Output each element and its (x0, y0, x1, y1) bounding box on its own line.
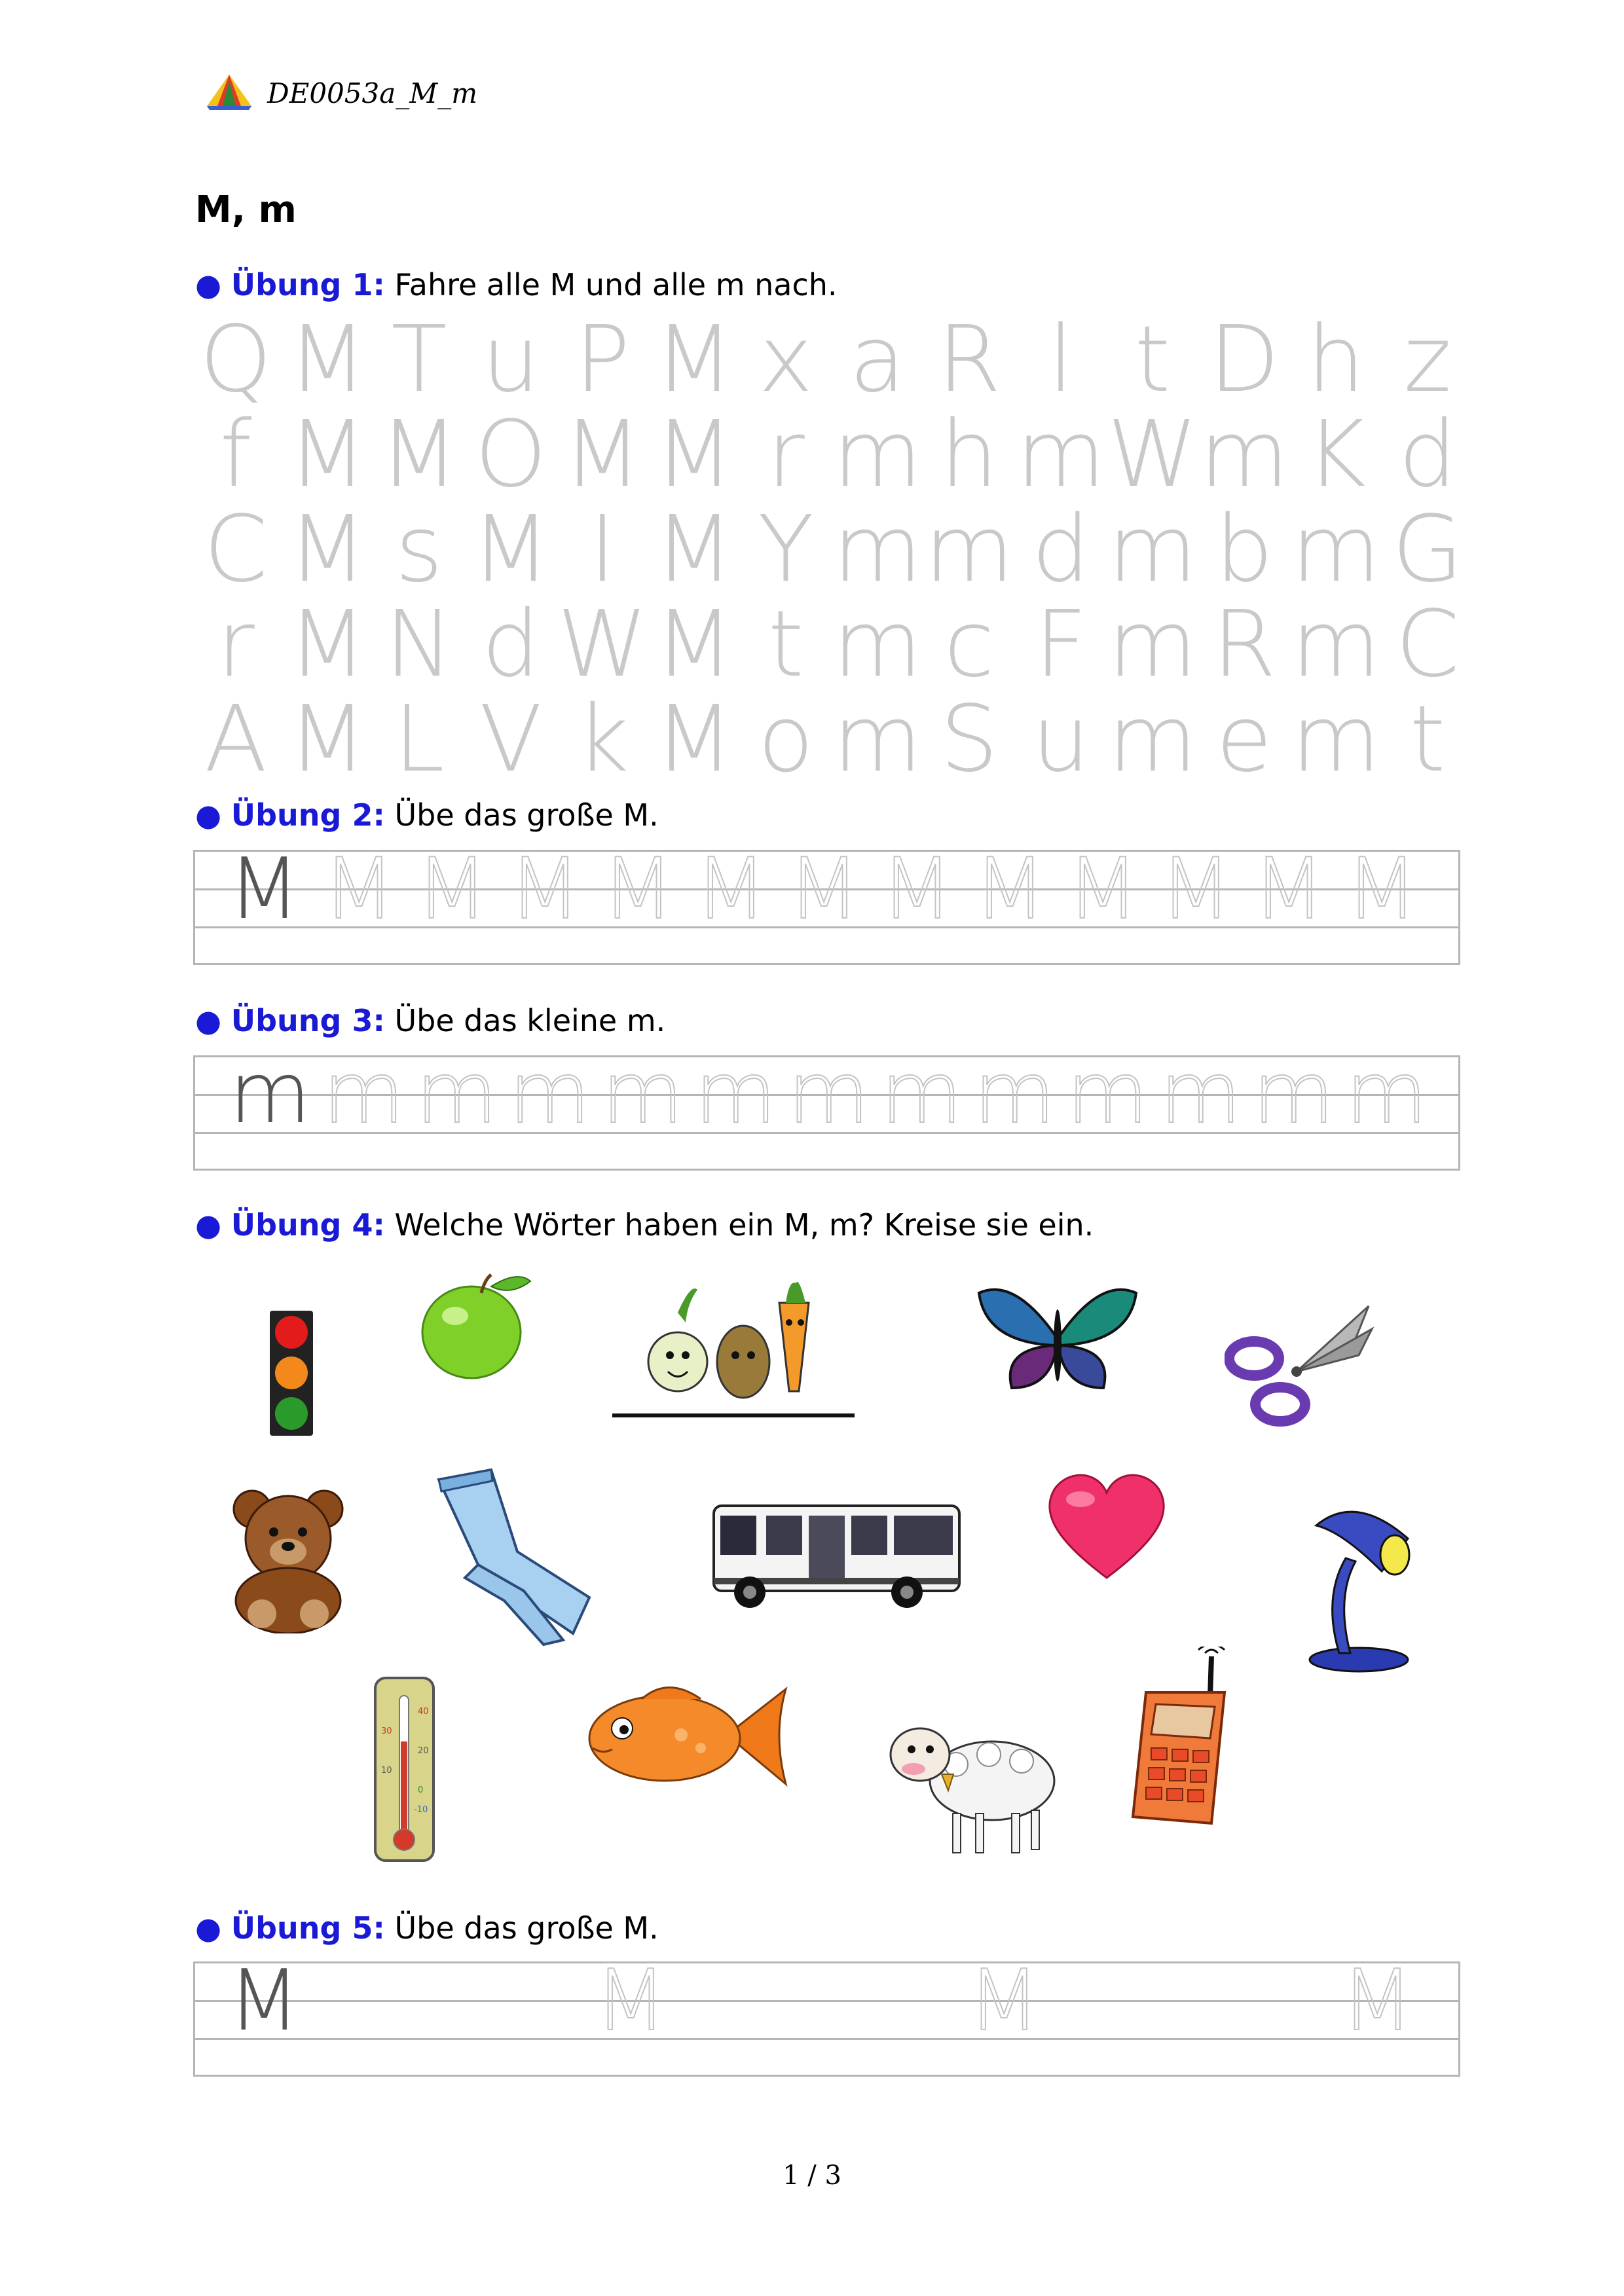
thermometer-icon[interactable] (373, 1676, 435, 1863)
tent-logo-icon (203, 72, 255, 111)
exercise-3-label: Übung 3: (231, 1003, 385, 1038)
mobile-phone-icon[interactable] (1126, 1647, 1251, 1827)
letter-row (190, 591, 1473, 698)
model-letter: M (228, 1952, 301, 2050)
trace-letter[interactable]: b (1215, 496, 1274, 603)
thermometer-scale-label: 40 (418, 1707, 429, 1717)
trace-letter[interactable]: m (832, 401, 923, 508)
trace-letter[interactable]: M (287, 591, 367, 698)
trace-letter[interactable]: F (1034, 591, 1088, 698)
trace-letter[interactable]: m (924, 496, 1014, 603)
trace-letter[interactable]: t (1134, 306, 1171, 413)
exercise-5-heading (195, 1910, 659, 1946)
thermometer-scale-label: 10 (381, 1766, 392, 1776)
dotted-trace-letter[interactable]: m (602, 1045, 684, 1142)
exercise-3-heading (195, 1003, 665, 1038)
trace-letter[interactable]: M (287, 306, 367, 413)
trace-letter[interactable]: L (394, 686, 445, 793)
exercise-2-heading (195, 797, 659, 833)
trace-letter[interactable]: K (1306, 401, 1366, 508)
bullet-icon: ● (195, 1910, 222, 1946)
dotted-trace-letter[interactable]: M (509, 841, 581, 938)
exercise-5-instruction: Übe das große M. (394, 1910, 659, 1946)
trace-letter[interactable]: M (654, 306, 734, 413)
trace-letter[interactable]: M (287, 401, 367, 508)
dotted-trace-letter[interactable]: m (1160, 1045, 1242, 1142)
trace-letter[interactable]: A (204, 686, 267, 793)
letter-row (190, 306, 1473, 413)
trace-letter[interactable]: m (832, 591, 923, 698)
trace-letter[interactable]: m (1291, 496, 1381, 603)
trace-letter[interactable]: u (1031, 686, 1090, 793)
writing-lines-uppercase[interactable] (193, 841, 1460, 965)
dotted-trace-letter[interactable]: M (1346, 841, 1418, 938)
model-letter: M (228, 841, 301, 938)
exercise-5-label: Übung 5: (231, 1910, 385, 1946)
butterfly-icon[interactable] (976, 1283, 1139, 1398)
exercise-3-instruction: Übe das kleine m. (394, 1003, 666, 1038)
trace-letter[interactable]: P (574, 306, 631, 413)
exercise-4-label: Übung 4: (231, 1207, 385, 1243)
exercise-1-instruction: Fahre alle M und alle m nach. (394, 267, 838, 302)
traffic-light-icon[interactable] (268, 1309, 314, 1437)
teddy-bear-icon[interactable] (223, 1486, 354, 1633)
page-number: 1 / 3 (783, 2160, 841, 2191)
lamp-icon[interactable] (1303, 1499, 1414, 1673)
writing-lines-uppercase-spaced[interactable] (193, 1952, 1460, 2077)
trace-letter[interactable]: e (1215, 686, 1273, 793)
dotted-trace-letter[interactable]: M (881, 841, 953, 938)
thermometer-scale-label: -10 (414, 1805, 428, 1815)
dotted-trace-letter[interactable]: m (416, 1045, 498, 1142)
trace-letter[interactable]: m (1107, 686, 1198, 793)
trace-letter[interactable]: W (557, 591, 648, 698)
trace-letter[interactable]: a (849, 306, 906, 413)
trace-letter[interactable]: D (1209, 306, 1280, 413)
bullet-icon: ● (195, 797, 222, 833)
trace-letter[interactable]: d (1398, 401, 1457, 508)
vegetables-icon[interactable] (612, 1277, 855, 1421)
trace-letter[interactable]: M (654, 591, 734, 698)
sheep-icon[interactable] (884, 1709, 1058, 1859)
trace-letter[interactable]: z (1403, 306, 1452, 413)
trace-letter[interactable]: R (937, 306, 1001, 413)
dotted-trace-letter[interactable]: m (323, 1045, 405, 1142)
dotted-trace-letter[interactable]: M (602, 841, 674, 938)
bus-icon[interactable] (710, 1499, 963, 1614)
trace-letter[interactable]: M (471, 496, 551, 603)
trace-letter[interactable]: I (589, 496, 616, 603)
model-letter: m (229, 1045, 311, 1142)
trace-letter[interactable]: c (944, 591, 995, 698)
trace-letter[interactable]: k (576, 686, 629, 793)
scissors-icon[interactable] (1225, 1300, 1375, 1430)
exercise-1-label: Übung 1: (231, 267, 385, 302)
trace-letter[interactable]: r (217, 591, 255, 698)
trace-letter[interactable]: f (219, 401, 252, 508)
dotted-trace-letter[interactable]: M (1341, 1952, 1414, 2050)
trace-letter[interactable]: M (287, 496, 367, 603)
trace-letter[interactable]: m (1291, 686, 1381, 793)
trace-letter[interactable]: M (563, 401, 642, 508)
dotted-trace-letter[interactable]: m (974, 1045, 1056, 1142)
trace-letter[interactable]: S (940, 686, 999, 793)
letter-row (190, 686, 1473, 793)
dotted-trace-letter[interactable]: M (323, 841, 396, 938)
trace-letter[interactable]: M (379, 401, 459, 508)
trace-letter[interactable]: m (1016, 401, 1106, 508)
trace-letter[interactable]: s (395, 496, 443, 603)
trace-letter[interactable]: r (767, 401, 805, 508)
trace-letter[interactable]: o (758, 686, 814, 793)
dotted-trace-letter[interactable]: m (509, 1045, 591, 1142)
letter-row (190, 496, 1473, 603)
jeans-icon[interactable] (432, 1467, 596, 1647)
trace-letter[interactable]: m (1107, 591, 1198, 698)
dotted-trace-letter[interactable]: m (881, 1045, 963, 1142)
trace-letter[interactable]: m (1291, 591, 1381, 698)
exercise-2-label: Übung 2: (231, 797, 385, 833)
bullet-icon: ● (195, 267, 222, 302)
trace-letter[interactable]: m (1107, 496, 1198, 603)
thermometer-scale-label: 30 (381, 1726, 392, 1736)
trace-letter[interactable]: m (1199, 401, 1289, 508)
page-title: M, m (195, 189, 297, 231)
trace-letter[interactable]: Y (758, 496, 814, 603)
trace-letter[interactable]: G (1392, 496, 1464, 603)
dotted-trace-letter[interactable]: M (416, 841, 489, 938)
trace-letter[interactable]: h (940, 401, 999, 508)
trace-letter[interactable]: u (481, 306, 540, 413)
dotted-trace-letter[interactable]: M (695, 841, 767, 938)
exercise-4-heading (195, 1207, 1094, 1243)
bullet-icon: ● (195, 1207, 222, 1243)
dotted-trace-letter[interactable]: m (695, 1045, 777, 1142)
trace-letter[interactable]: m (832, 686, 923, 793)
dotted-trace-letter[interactable]: m (1253, 1045, 1335, 1142)
dotted-trace-letter[interactable]: m (1067, 1045, 1149, 1142)
exercise-2-instruction: Übe das große M. (394, 797, 659, 833)
heart-icon[interactable] (1041, 1467, 1172, 1584)
trace-letter[interactable]: M (654, 401, 734, 508)
trace-letter[interactable]: m (832, 496, 923, 603)
trace-letter[interactable]: M (654, 686, 734, 793)
dotted-trace-letter[interactable]: m (1346, 1045, 1428, 1142)
trace-letter[interactable]: R (1212, 591, 1276, 698)
dotted-trace-letter[interactable]: M (1160, 841, 1232, 938)
trace-letter[interactable]: x (758, 306, 813, 413)
apple-icon[interactable] (419, 1267, 537, 1381)
trace-letter[interactable]: N (384, 591, 454, 698)
trace-letter[interactable]: Q (199, 306, 272, 413)
trace-letter[interactable]: t (1409, 686, 1446, 793)
trace-letter[interactable]: d (481, 591, 540, 698)
letter-row (190, 401, 1473, 508)
dotted-trace-letter[interactable]: M (974, 841, 1046, 938)
dotted-trace-letter[interactable]: M (1253, 841, 1325, 938)
trace-letter[interactable]: M (287, 686, 367, 793)
trace-letter[interactable]: W (1107, 401, 1198, 508)
trace-letter[interactable]: M (654, 496, 734, 603)
trace-letter[interactable]: V (479, 686, 542, 793)
letter-grid (190, 306, 1473, 793)
writing-lines-lowercase[interactable] (193, 1045, 1460, 1171)
document-code: DE0053a_M_m (267, 77, 478, 109)
dotted-trace-letter[interactable]: M (968, 1952, 1041, 2050)
exercise-1-heading (195, 267, 838, 302)
thermometer-scale-label: 20 (418, 1746, 429, 1756)
thermometer-scale-label: 0 (418, 1785, 424, 1795)
bullet-icon: ● (195, 1003, 222, 1038)
trace-letter[interactable]: C (204, 496, 268, 603)
dotted-trace-letter[interactable]: M (1067, 841, 1139, 938)
trace-letter[interactable]: T (391, 306, 447, 413)
dotted-trace-letter[interactable]: M (595, 1952, 667, 2050)
trace-letter[interactable]: C (1395, 591, 1460, 698)
exercise-4-instruction: Welche Wörter haben ein M, m? Kreise sie ein. (394, 1207, 1094, 1243)
trace-letter[interactable]: O (474, 401, 547, 508)
dotted-trace-letter[interactable]: M (788, 841, 860, 938)
dotted-trace-letter[interactable]: m (788, 1045, 870, 1142)
trace-letter[interactable]: d (1031, 496, 1090, 603)
goldfish-icon[interactable] (583, 1676, 792, 1794)
trace-letter[interactable]: t (767, 591, 804, 698)
trace-letter[interactable]: h (1306, 306, 1365, 413)
trace-letter[interactable]: l (1048, 306, 1074, 413)
